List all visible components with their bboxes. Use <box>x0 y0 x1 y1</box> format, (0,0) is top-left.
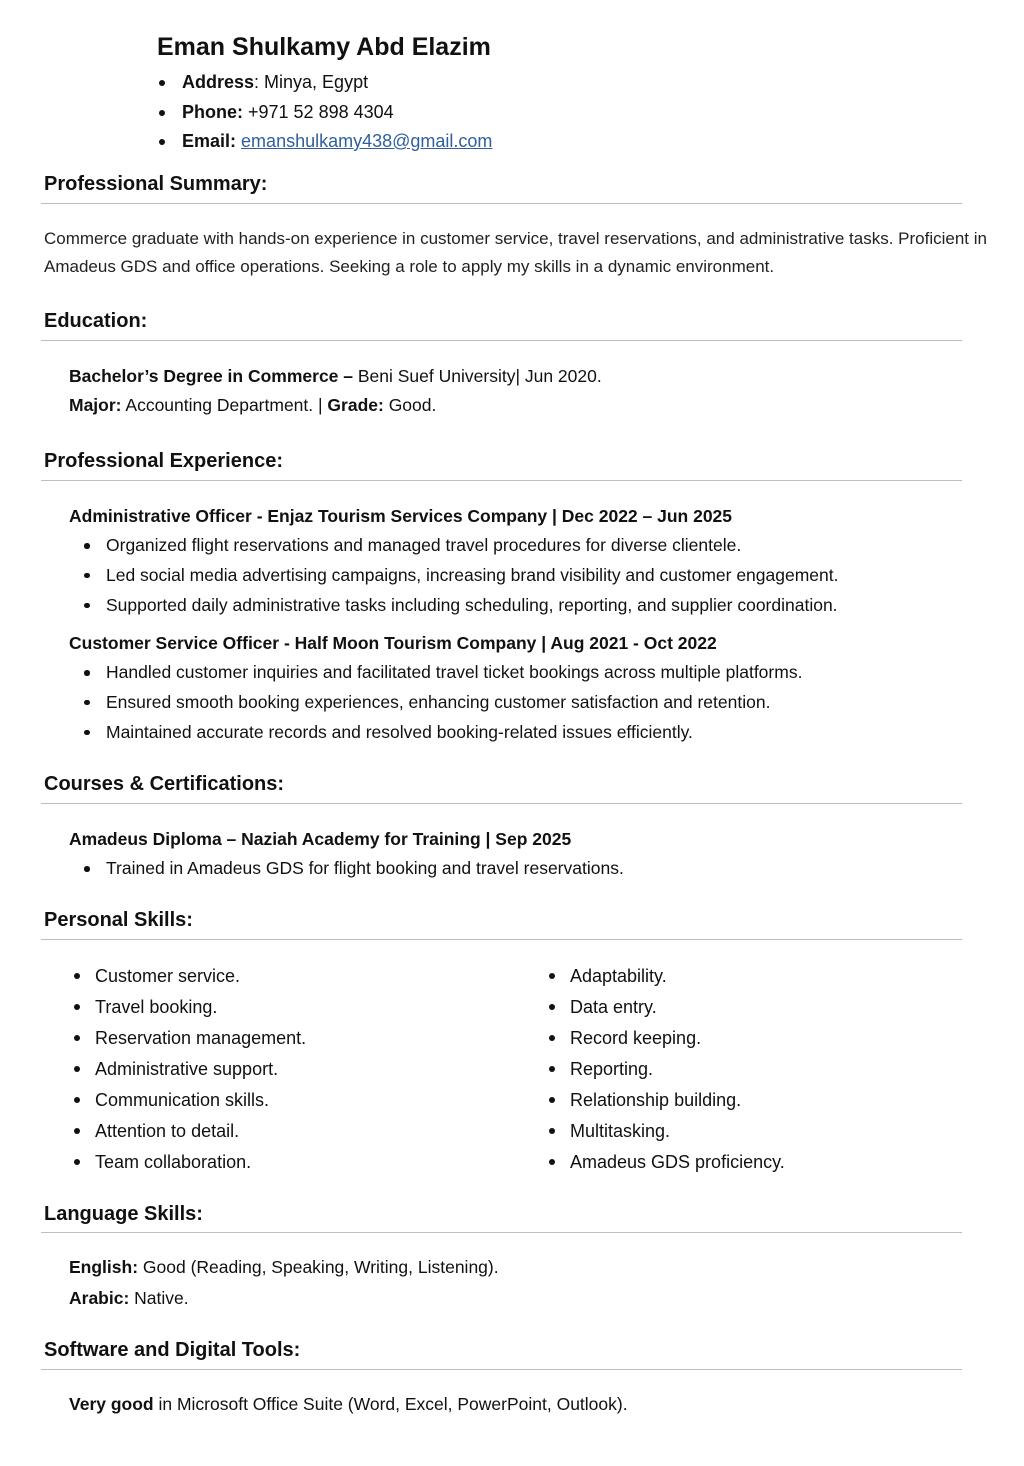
skill-item: Adaptability. <box>545 961 785 992</box>
course-bullet: Trained in Amadeus GDS for flight booking and travel reservations. <box>82 854 624 884</box>
job-bullet: Led social media advertising campaigns, increasing brand visibility and customer engagement. <box>82 561 838 591</box>
english-label: English: <box>69 1257 139 1277</box>
job-heading: Administrative Officer - Enjaz Tourism Services Company | Dec 2022 – Jun 2025 <box>69 506 733 526</box>
skill-item: Reporting. <box>545 1054 785 1085</box>
experience-divider <box>41 480 962 481</box>
major-line <box>69 392 436 418</box>
software-level: Very good <box>69 1394 154 1414</box>
degree-title: Bachelor’s Degree in Commerce – <box>69 366 358 386</box>
arabic-line <box>69 1285 189 1311</box>
courses-heading: Courses & Certifications: <box>44 773 285 795</box>
job-bullet: Organized flight reservations and managed travel procedures for diverse clientele. <box>82 531 838 561</box>
candidate-name: Eman Shulkamy Abd Elazim <box>157 33 491 61</box>
course-bullets <box>82 854 624 884</box>
address-value: : Minya, Egypt <box>254 72 369 92</box>
major-label: Major: <box>69 395 122 415</box>
course-heading: Amadeus Diploma – Naziah Academy for Training | Sep 2025 <box>69 829 572 849</box>
skill-item: Amadeus GDS proficiency. <box>545 1147 785 1178</box>
skill-item: Administrative support. <box>70 1054 306 1085</box>
email-label: Email: <box>182 131 237 151</box>
grade-value: Good. <box>383 395 437 415</box>
job-bullet: Handled customer inquiries and facilitated travel ticket bookings across multiple platforms. <box>82 658 802 688</box>
job-bullet: Supported daily administrative tasks including scheduling, reporting, and supplier coordination. <box>82 591 838 621</box>
summary-divider <box>41 203 962 204</box>
arabic-value: Native. <box>129 1288 189 1308</box>
job-heading: Customer Service Officer - Half Moon Tourism Company | Aug 2021 - Oct 2022 <box>69 633 717 653</box>
languages-heading: Language Skills: <box>44 1203 203 1225</box>
english-value: Good (Reading, Speaking, Writing, Listening). <box>138 1257 499 1277</box>
job-bullets <box>82 658 802 747</box>
skill-item: Data entry. <box>545 992 785 1023</box>
skill-item: Team collaboration. <box>70 1147 306 1178</box>
skill-item: Communication skills. <box>70 1085 306 1116</box>
english-line <box>69 1254 499 1280</box>
job-bullet: Ensured smooth booking experiences, enhancing customer satisfaction and retention. <box>82 688 802 718</box>
major-value: Accounting Department. | <box>121 395 328 415</box>
address-label: Address <box>182 72 255 92</box>
contact-list <box>157 68 492 157</box>
job-bullet: Maintained accurate records and resolved booking-related issues efficiently. <box>82 718 802 748</box>
skill-item: Travel booking. <box>70 992 306 1023</box>
skills-left-list <box>70 961 306 1178</box>
software-line <box>69 1391 628 1417</box>
email-link[interactable]: emanshulkamy438@gmail.com <box>241 131 493 151</box>
education-divider <box>41 340 962 341</box>
education-heading: Education: <box>44 310 148 332</box>
summary-heading: Professional Summary: <box>44 173 268 195</box>
grade-label: Grade: <box>327 395 384 415</box>
skill-item: Customer service. <box>70 961 306 992</box>
skill-item: Reservation management. <box>70 1023 306 1054</box>
degree-university: Beni Suef University| Jun 2020. <box>357 366 602 386</box>
contact-address <box>157 68 492 98</box>
phone-value: +971 52 898 4304 <box>243 101 394 122</box>
software-heading: Software and Digital Tools: <box>44 1339 301 1361</box>
phone-label: Phone: <box>182 101 243 122</box>
software-text: in Microsoft Office Suite (Word, Excel, PowerPoint, Outlook). <box>153 1394 628 1414</box>
courses-divider <box>41 803 962 804</box>
skill-item: Attention to detail. <box>70 1116 306 1147</box>
skills-heading: Personal Skills: <box>44 909 193 931</box>
software-divider <box>41 1369 962 1370</box>
skill-item: Record keeping. <box>545 1023 785 1054</box>
experience-heading: Professional Experience: <box>44 450 283 472</box>
contact-phone <box>157 98 492 128</box>
languages-divider <box>41 1232 962 1233</box>
contact-email <box>157 127 492 157</box>
degree-line <box>69 363 602 389</box>
skills-right-list <box>545 961 785 1178</box>
summary-text: Commerce graduate with hands-on experience in customer service, travel reservations, and administrative tasks. Proficient in Amadeus GDS and office operations. Seeking a role to apply my skills in a dynamic environment. <box>44 229 987 276</box>
skill-item: Relationship building. <box>545 1085 785 1116</box>
skill-item: Multitasking. <box>545 1116 785 1147</box>
arabic-label: Arabic: <box>69 1288 130 1308</box>
skills-divider <box>41 939 962 940</box>
job-bullets <box>82 531 838 620</box>
